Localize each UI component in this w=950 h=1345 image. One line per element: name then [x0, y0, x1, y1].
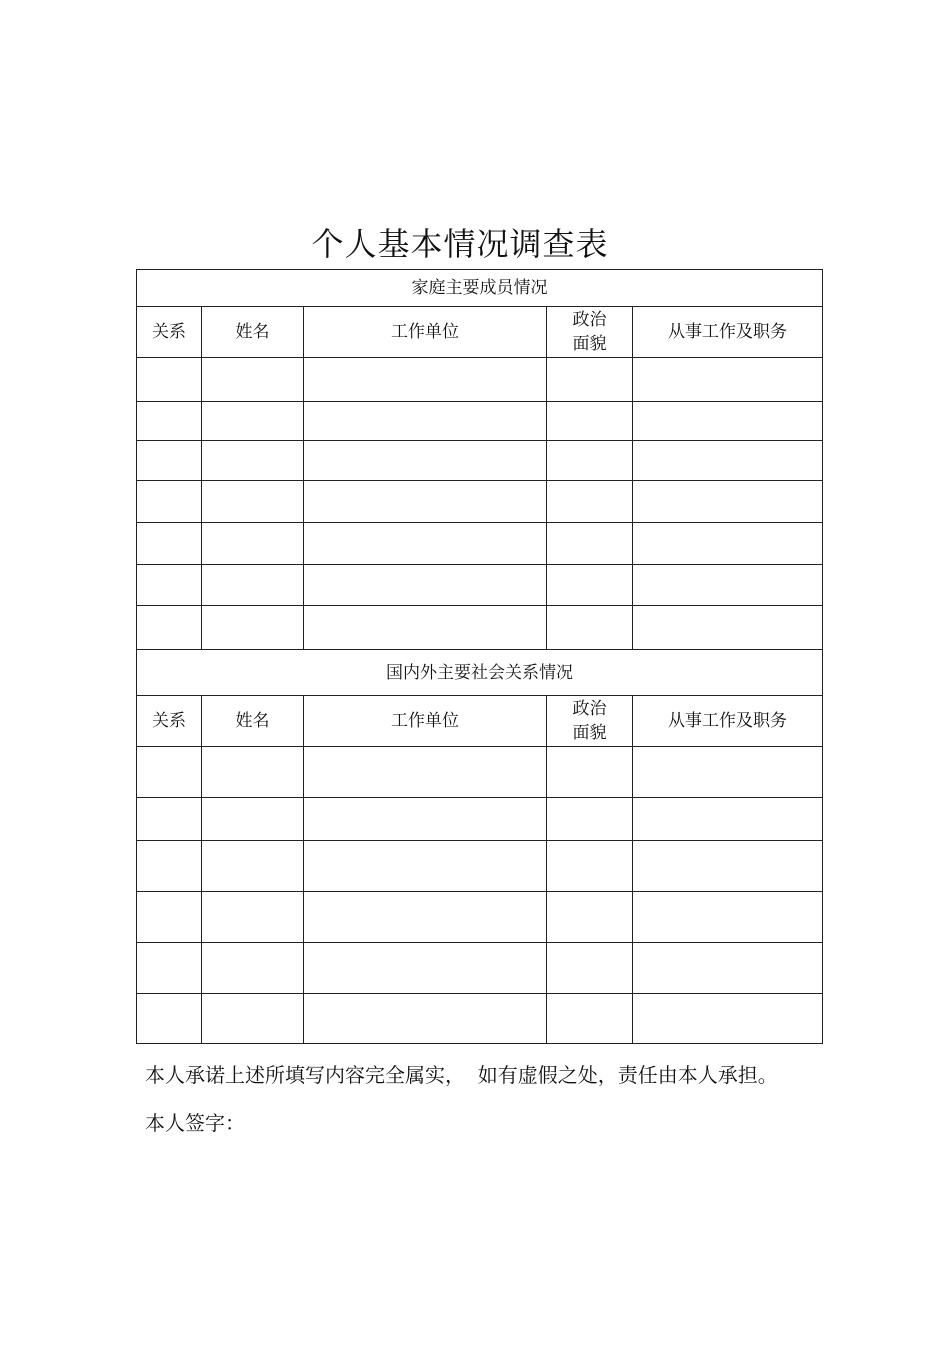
name-cell[interactable] [202, 358, 304, 402]
employer-cell[interactable] [304, 402, 547, 441]
name-cell[interactable] [202, 994, 304, 1044]
political-cell[interactable] [547, 747, 633, 798]
column-header-name: 姓名 [202, 307, 304, 358]
political-cell[interactable] [547, 841, 633, 892]
table-row [137, 565, 823, 606]
table-row [137, 798, 823, 841]
employer-cell[interactable] [304, 892, 547, 943]
column-header-political [547, 307, 633, 358]
employer-cell[interactable] [304, 994, 547, 1044]
relation-cell[interactable] [137, 994, 202, 1044]
employer-cell[interactable] [304, 841, 547, 892]
table-row [137, 523, 823, 565]
political-cell[interactable] [547, 798, 633, 841]
table-row [137, 481, 823, 523]
column-header-relation: 关系 [137, 307, 202, 358]
name-cell[interactable] [202, 798, 304, 841]
relation-cell[interactable] [137, 892, 202, 943]
name-cell[interactable] [202, 841, 304, 892]
name-cell[interactable] [202, 747, 304, 798]
table-row [137, 841, 823, 892]
employer-cell[interactable] [304, 943, 547, 994]
relation-cell[interactable] [137, 358, 202, 402]
name-cell[interactable] [202, 481, 304, 523]
position-cell[interactable] [633, 892, 823, 943]
political-cell[interactable] [547, 606, 633, 650]
employer-cell[interactable] [304, 481, 547, 523]
survey-table [136, 269, 823, 1044]
political-cell[interactable] [547, 565, 633, 606]
political-cell[interactable] [547, 892, 633, 943]
position-cell[interactable] [633, 402, 823, 441]
position-cell[interactable] [633, 358, 823, 402]
social-header-row [137, 696, 823, 747]
position-cell[interactable] [633, 441, 823, 481]
table-row [137, 402, 823, 441]
table-row [137, 994, 823, 1044]
relation-cell[interactable] [137, 402, 202, 441]
position-cell[interactable] [633, 841, 823, 892]
column-header-political-line1: 政治 [572, 310, 607, 330]
name-cell[interactable] [202, 441, 304, 481]
name-cell[interactable] [202, 606, 304, 650]
employer-cell[interactable] [304, 606, 547, 650]
column-header-political [547, 696, 633, 747]
table-row [137, 747, 823, 798]
relation-cell[interactable] [137, 747, 202, 798]
relation-cell[interactable] [137, 943, 202, 994]
position-cell[interactable] [633, 943, 823, 994]
name-cell[interactable] [202, 565, 304, 606]
column-header-employer: 工作单位 [304, 307, 547, 358]
column-header-position: 从事工作及职务 [633, 307, 823, 358]
declaration-statement: 本人承诺上述所填写内容完全属实， 如有虚假之处，责任由本人承担。 [145, 1063, 778, 1087]
column-header-political-line1: 政治 [572, 699, 607, 719]
relation-cell[interactable] [137, 606, 202, 650]
position-cell[interactable] [633, 481, 823, 523]
position-cell[interactable] [633, 747, 823, 798]
position-cell[interactable] [633, 523, 823, 565]
name-cell[interactable] [202, 523, 304, 565]
name-cell[interactable] [202, 402, 304, 441]
table-row [137, 358, 823, 402]
family-header-row [137, 307, 823, 358]
table-row [137, 606, 823, 650]
employer-cell[interactable] [304, 358, 547, 402]
relation-cell[interactable] [137, 841, 202, 892]
column-header-position: 从事工作及职务 [633, 696, 823, 747]
political-cell[interactable] [547, 441, 633, 481]
employer-cell[interactable] [304, 523, 547, 565]
employer-cell[interactable] [304, 441, 547, 481]
column-header-political-line2: 面貌 [572, 334, 607, 354]
table-row [137, 892, 823, 943]
relation-cell[interactable] [137, 441, 202, 481]
column-header-relation: 关系 [137, 696, 202, 747]
name-cell[interactable] [202, 892, 304, 943]
social-section-heading: 国内外主要社会关系情况 [137, 650, 823, 696]
political-cell[interactable] [547, 402, 633, 441]
column-header-employer: 工作单位 [304, 696, 547, 747]
page-title: 个人基本情况调查表 [311, 225, 609, 263]
position-cell[interactable] [633, 606, 823, 650]
position-cell[interactable] [633, 798, 823, 841]
relation-cell[interactable] [137, 798, 202, 841]
table-row [137, 943, 823, 994]
political-cell[interactable] [547, 994, 633, 1044]
family-section-heading: 家庭主要成员情况 [137, 270, 823, 307]
column-header-name: 姓名 [202, 696, 304, 747]
social-section-heading-row [137, 650, 823, 696]
employer-cell[interactable] [304, 565, 547, 606]
political-cell[interactable] [547, 481, 633, 523]
employer-cell[interactable] [304, 747, 547, 798]
signature-label[interactable]: 本人签字： [145, 1111, 245, 1135]
name-cell[interactable] [202, 943, 304, 994]
political-cell[interactable] [547, 358, 633, 402]
column-header-political-line2: 面貌 [572, 723, 607, 743]
position-cell[interactable] [633, 994, 823, 1044]
political-cell[interactable] [547, 943, 633, 994]
relation-cell[interactable] [137, 523, 202, 565]
relation-cell[interactable] [137, 565, 202, 606]
relation-cell[interactable] [137, 481, 202, 523]
table-row [137, 441, 823, 481]
political-cell[interactable] [547, 523, 633, 565]
position-cell[interactable] [633, 565, 823, 606]
employer-cell[interactable] [304, 798, 547, 841]
family-section-heading-row [137, 270, 823, 307]
